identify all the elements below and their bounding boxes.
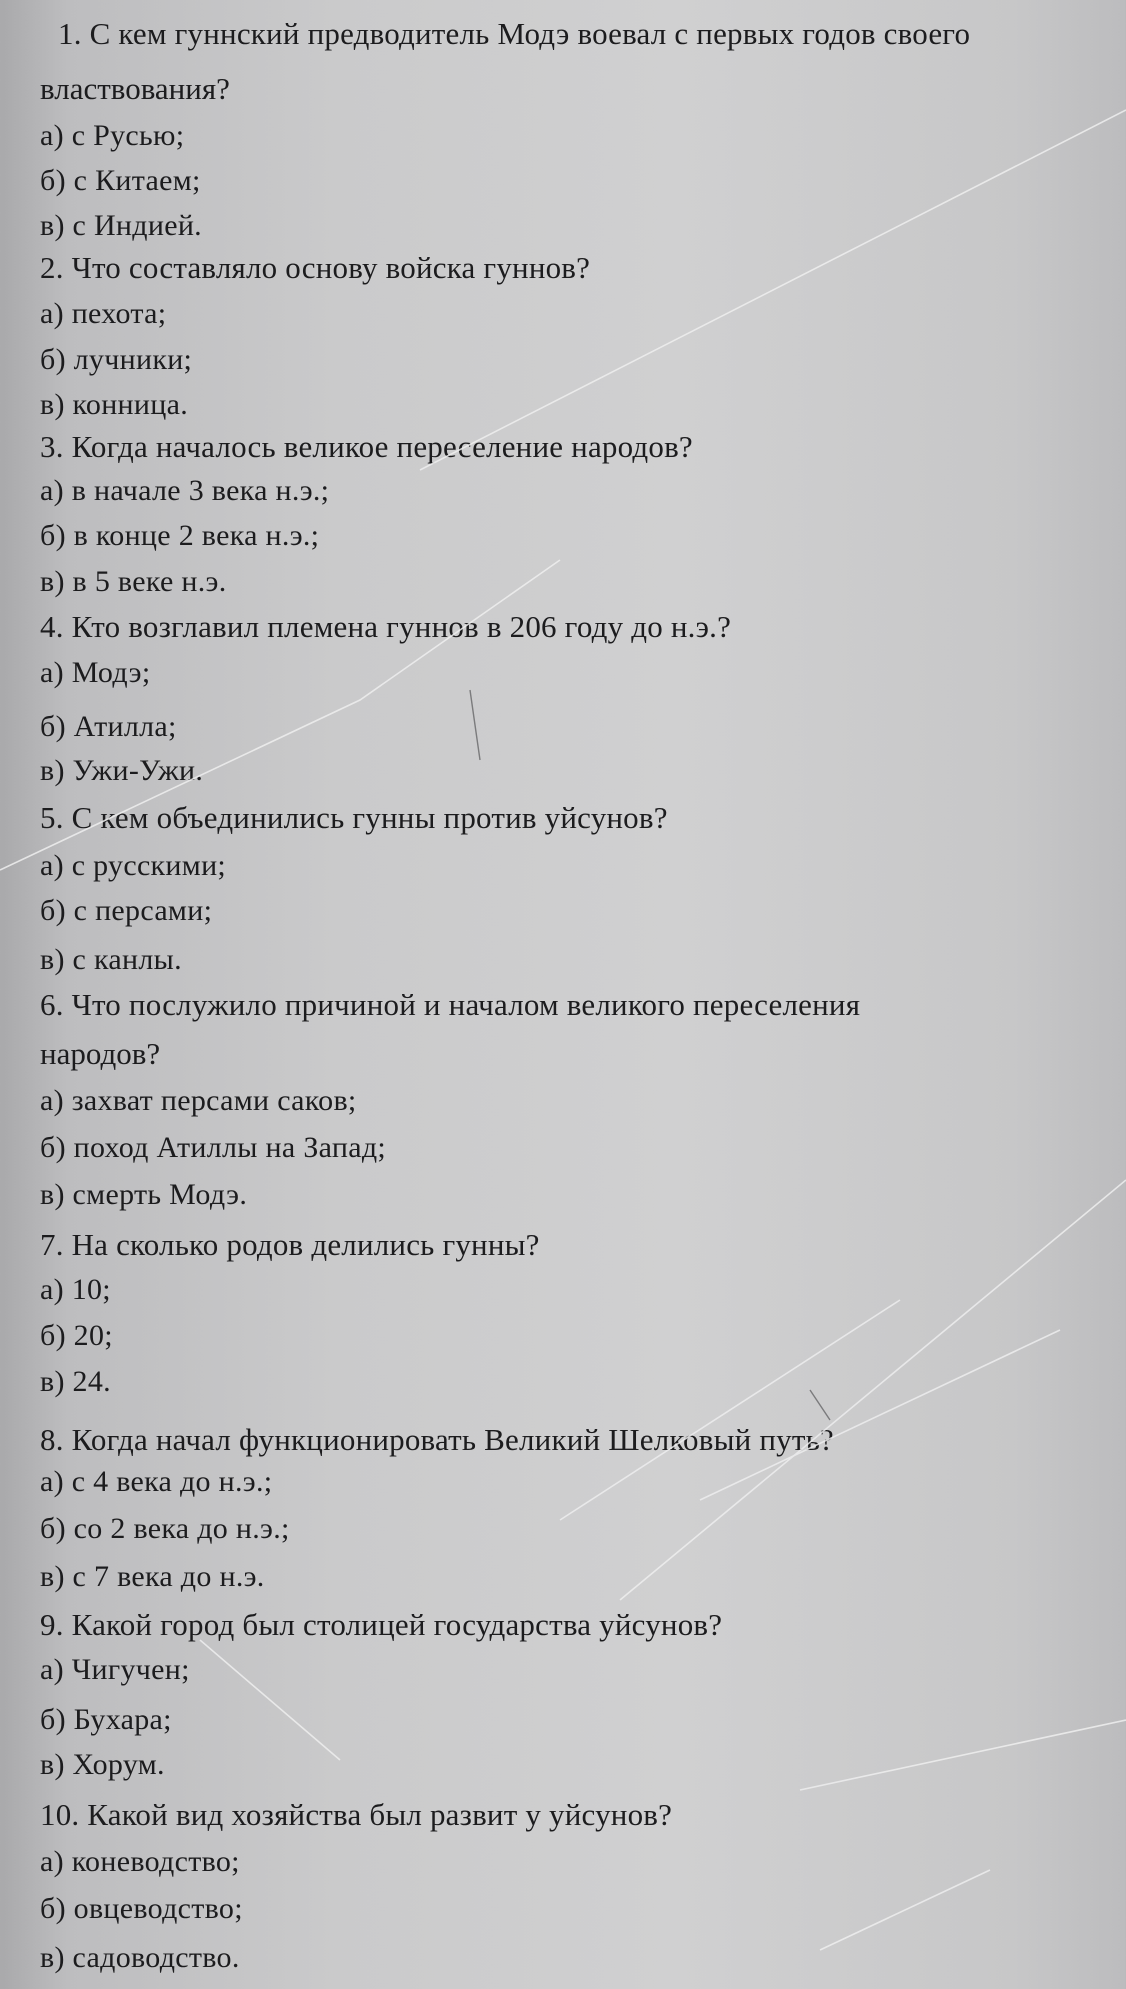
question-7-option-a: а) 10; [40,1273,111,1306]
question-5: 5. С кем объединились гунны против уйсунов? [40,800,668,835]
question-8-option-c: в) с 7 века до н.э. [40,1560,265,1593]
question-8-option-b: б) со 2 века до н.э.; [40,1512,290,1545]
question-10-option-c: в) садоводство. [40,1941,240,1974]
question-3-option-a: а) в начале 3 века н.э.; [40,474,330,507]
question-4: 4. Кто возглавил племена гуннов в 206 году до н.э.? [40,609,732,644]
question-4-option-b: б) Атилла; [40,710,177,743]
question-10: 10. Какой вид хозяйства был развит у уйсунов? [40,1797,673,1832]
question-6-option-a: а) захват персами саков; [40,1084,357,1117]
question-6-continuation: народов? [40,1036,161,1071]
question-4-option-c: в) Ужи-Ужи. [40,754,204,787]
question-10-option-a: а) коневодство; [40,1845,240,1878]
question-7: 7. На сколько родов делились гунны? [40,1227,540,1262]
question-9-option-a: а) Чигучен; [40,1653,190,1686]
question-2-option-a: а) пехота; [40,297,167,330]
question-4-option-a: а) Модэ; [40,656,151,689]
question-9-option-c: в) Хорум. [40,1748,165,1781]
question-1: 1. С кем гуннский предводитель Модэ воевал с первых годов своего [58,16,971,51]
question-8-option-a: а) с 4 века до н.э.; [40,1465,273,1498]
question-1-option-b: б) с Китаем; [40,164,201,197]
question-5-option-b: б) с персами; [40,894,213,927]
question-1-continuation: властвования? [40,71,230,106]
question-9: 9. Какой город был столицей государства уйсунов? [40,1607,723,1642]
question-5-option-a: а) с русскими; [40,849,227,882]
question-7-option-c: в) 24. [40,1365,111,1398]
question-5-option-c: в) с канлы. [40,943,182,976]
question-7-option-b: б) 20; [40,1319,113,1352]
question-3-option-c: в) в 5 веке н.э. [40,565,227,598]
question-3: 3. Когда началось великое переселение народов? [40,429,693,464]
question-3-option-b: б) в конце 2 века н.э.; [40,519,320,552]
question-2: 2. Что составляло основу войска гуннов? [40,250,591,285]
question-1-option-a: а) с Русью; [40,119,185,152]
question-2-option-c: в) конница. [40,388,189,421]
question-1-option-c: в) с Индией. [40,209,202,242]
question-6: 6. Что послужило причиной и началом великого переселения [40,987,861,1022]
question-10-option-b: б) овцеводство; [40,1892,243,1925]
question-8: 8. Когда начал функционировать Великий Шелковый путь? [40,1422,834,1457]
question-6-option-b: б) поход Атиллы на Запад; [40,1131,387,1164]
question-2-option-b: б) лучники; [40,343,193,376]
question-6-option-c: в) смерть Модэ. [40,1178,248,1211]
question-9-option-b: б) Бухара; [40,1703,172,1736]
